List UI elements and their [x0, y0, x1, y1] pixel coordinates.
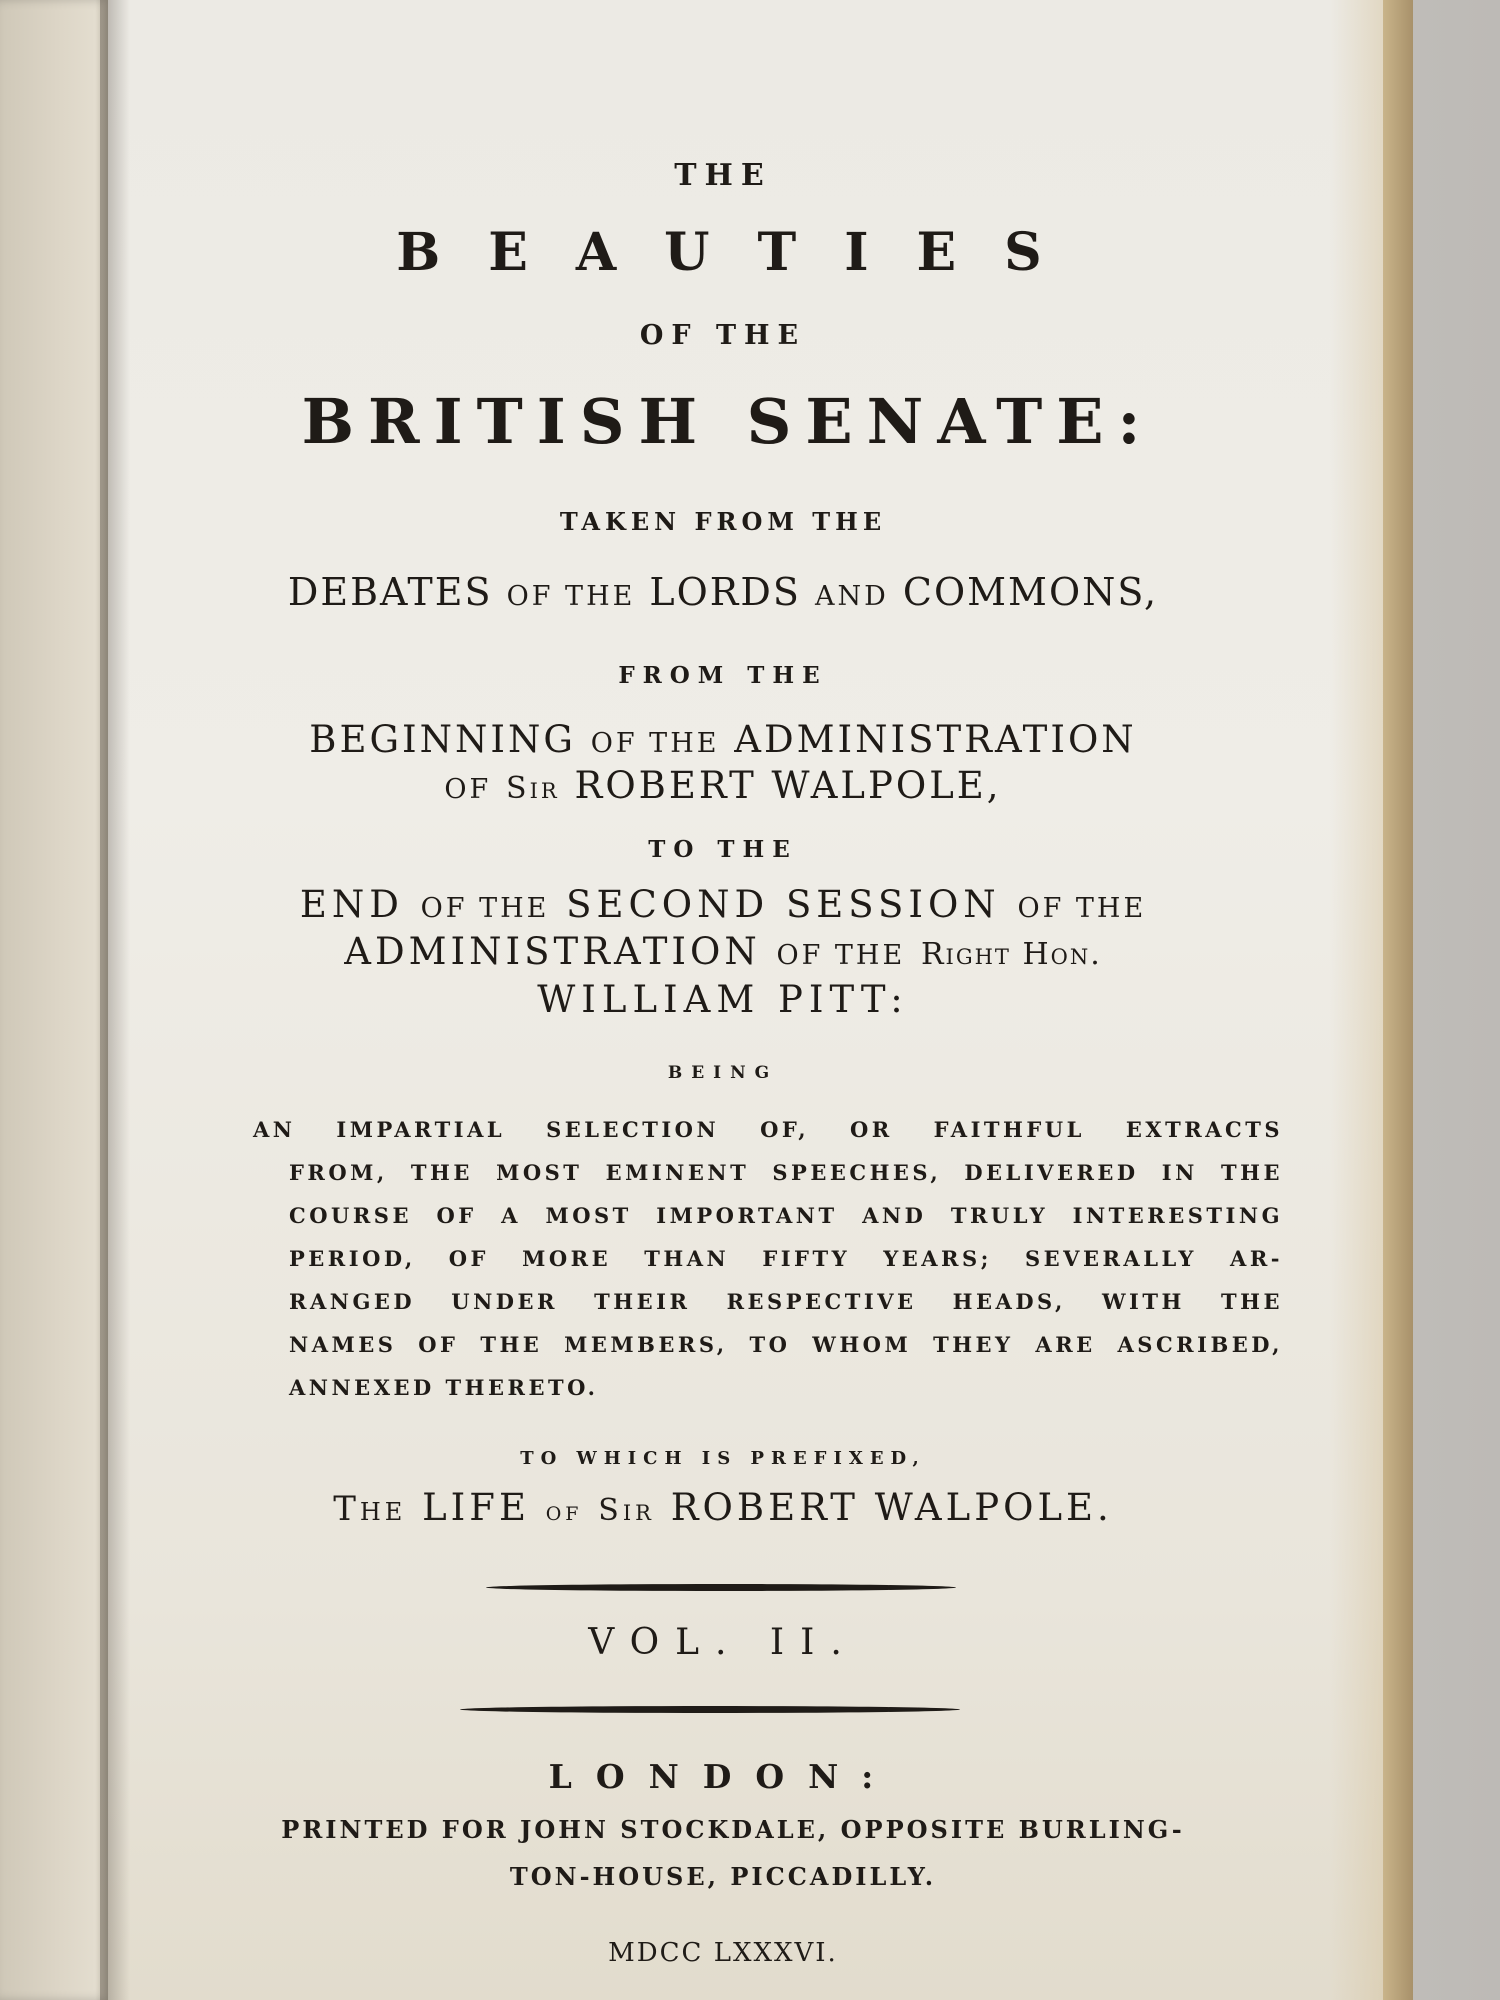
walpole-line: [108, 764, 1338, 807]
heading-british-senate: BRITISH SENATE:: [301, 385, 1155, 458]
debates-word: DEBATES: [287, 570, 493, 614]
top-rule: [486, 1584, 956, 1591]
facing-page: [0, 0, 112, 2000]
description-line: COURSE OF A MOST IMPORTANT AND TRULY INTERESTING: [289, 1203, 1283, 1228]
printer-line-1: PRINTED FOR JOHN STOCKDALE, OPPOSITE BURLING-: [281, 1815, 1185, 1844]
robert-walpole: ROBERT WALPOLE,: [574, 764, 1002, 807]
being-word: BEING: [667, 1063, 779, 1083]
end-of-the: OF THE: [420, 893, 550, 924]
prefixed-line: TO WHICH IS PREFIXED,: [520, 1448, 926, 1469]
commons-word: COMMONS,: [902, 570, 1159, 614]
printer-line-2: TON-HOUSE, PICCADILLY.: [509, 1862, 937, 1891]
beginning-line: [108, 718, 1338, 761]
book-cover-edge: [1383, 0, 1413, 2000]
description-line: PERIOD, OF MORE THAN FIFTY YEARS; SEVERALLY AR-: [289, 1246, 1283, 1271]
second-session: SECOND SESSION: [566, 883, 1001, 926]
description-line: ANNEXED THERETO.: [289, 1375, 599, 1400]
description-line: AN IMPARTIAL SELECTION OF, OR FAITHFUL EXTRACTS: [253, 1117, 1283, 1142]
admin-of-the: OF THE: [776, 940, 906, 971]
walpole-sir: Sir: [506, 771, 560, 806]
end-of-the-2: OF THE: [1017, 893, 1147, 924]
heading-beauties: BEAUTIES: [396, 222, 1090, 283]
heading-of-the: OF THE: [639, 320, 807, 351]
volume-label: VOL. II.: [588, 1622, 858, 1663]
description-line: NAMES OF THE MEMBERS, TO WHOM THEY ARE ASCRIBED,: [289, 1332, 1283, 1357]
administration-word: ADMINISTRATION: [734, 718, 1137, 761]
beginning-of-the: OF THE: [590, 728, 720, 759]
subheading-to-the: TO THE: [648, 836, 798, 863]
admin-word: ADMINISTRATION: [344, 930, 761, 973]
beginning-word: BEGINNING: [309, 718, 576, 761]
description-line: FROM, THE MOST EMINENT SPEECHES, DELIVERED IN THE: [289, 1160, 1283, 1185]
life-of: of: [545, 1496, 583, 1527]
right-hon: Right Hon.: [920, 937, 1102, 972]
heading-the: THE: [674, 158, 772, 193]
and-word: AND: [815, 581, 889, 612]
publication-date: MDCC LXXXVI.: [608, 1938, 838, 1968]
life-line: [108, 1486, 1338, 1529]
end-word: END: [299, 883, 404, 926]
life-robert-walpole: ROBERT WALPOLE.: [670, 1486, 1113, 1529]
page-edge-shade: [1330, 0, 1390, 2000]
life-the: The: [333, 1489, 407, 1529]
end-line: [108, 883, 1338, 926]
admin-line: [108, 930, 1338, 973]
description-line: RANGED UNDER THEIR RESPECTIVE HEADS, WITH THE: [289, 1289, 1283, 1314]
lords-word: LORDS: [649, 570, 801, 614]
debates-line: [108, 570, 1338, 614]
description-paragraph: [253, 1108, 1283, 1409]
william-pitt: WILLIAM PITT:: [537, 978, 909, 1021]
life-word: LIFE: [422, 1486, 530, 1529]
subheading-from-the: FROM THE: [618, 662, 828, 689]
walpole-of: OF: [444, 774, 492, 805]
london-label: LONDON:: [548, 1757, 898, 1796]
life-sir: Sir: [598, 1493, 655, 1528]
bottom-rule: [460, 1706, 960, 1713]
debates-of-the: OF THE: [506, 581, 636, 612]
title-page-text: [108, 0, 1338, 2000]
subheading-taken-from: TAKEN FROM THE: [559, 507, 887, 536]
